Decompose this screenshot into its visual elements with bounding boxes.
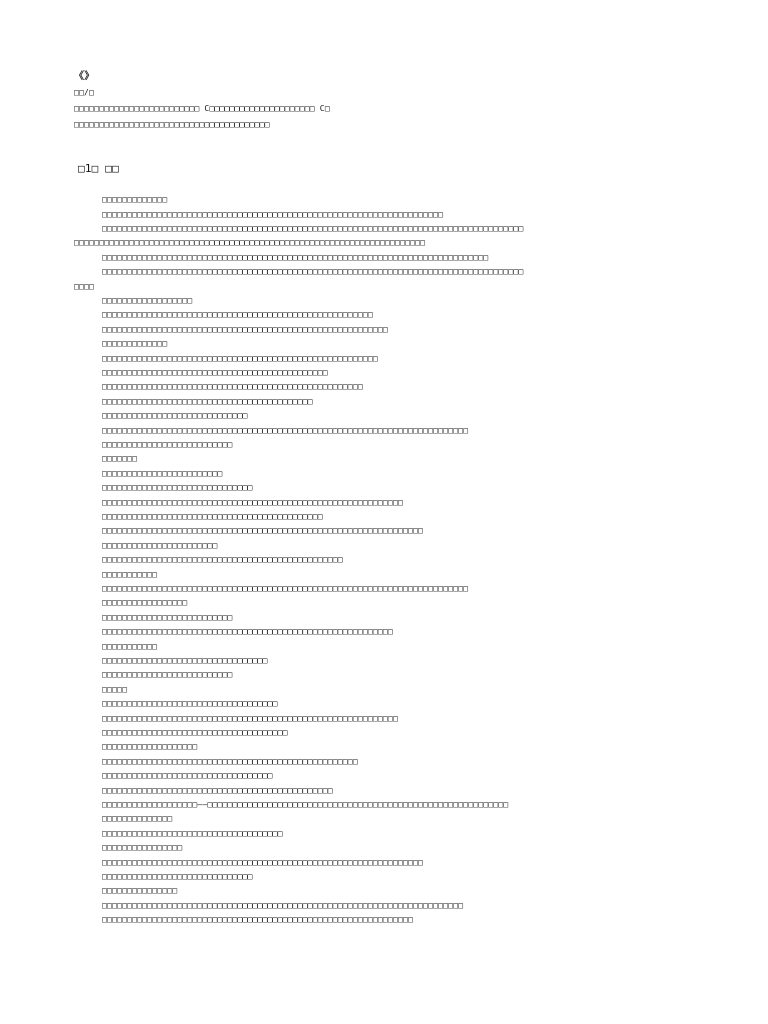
document-subtitle: □□/□ [74,88,95,97]
body-line: □□□□□□□□□□□□□□□□□□□□□□□□□□□□□□□□□□□□□□□□□□□□□□□□□□□□□□□□□ [102,325,388,334]
byline-line-1: □□□□□□□□□□□□□□□□□□□□□□□□□ C□□□□□□□□□□□□□□□□□□□□□ C□ [74,104,330,113]
body-line: □□□□□□□□□□□□□□□□□□□□□□□□□□□□□□□□□□□□□□□□□□□□□□□□□□□□□□□□□□□□□□□□□□□□□□□□□ [102,584,469,593]
body-line: □□□□□□□□□□□□□□□□□□□□□□□□□□□□□□□□□□□□□□□□□□□□□□□□□□□□□□□□□□□□□□□□ [102,526,424,535]
body-line: □□□□□□□□□□□□□□□□□□□□□□□□□□□□□□□□□□□□□□□□□□ [102,397,313,406]
byline-line-2: □□□□□□□□□□□□□□□□□□□□□□□□□□□□□□□□□□□□□□□ [74,120,270,129]
body-line: □□□□□□□□□□□□□□□□□□□□□□□□ [102,469,223,478]
body-line: □□□□ [74,282,95,291]
body-line: □□□□□□□□□□□□□□□□□□□□□□□□□□□□□□□□□□□□□□□□□□□□□□□□□□□□□□□□□□□□□□□□□□□□□□□□□ [102,426,469,435]
body-line: □□□□□□□□□□□□□□□□□ [102,598,188,607]
body-line: □□□□□□□ [102,454,138,463]
body-line: □□□□□□□□□□□ [102,570,158,579]
body-line: □□□□□□□□□□□□□□□□□□□□□□□□□□ [102,613,233,622]
body-line: □□□□□□□□□□□□□□□□□□□□□□□□□□□□□□□□□□□□□□□□□□□□□□□□□□□□□□ [102,310,373,319]
chapter-heading: □1□ □□ [78,162,119,175]
body-line: □□□□□□□□□□□□□□□□□□□□□□□ [102,541,218,550]
body-line: □□□□□□□□□□□□□□□□□□□□□□□□□□□□□□□□□□□□□□□□□□□□□□□□□□□□□□□□□□□□□□□□□□□□ [102,210,444,219]
document-title-mark: 《》 [74,71,95,82]
body-line: □□□□□□□□□□□□□□□□□□□□□□□□□□□□□□□□□□□□□□□□□□□□□□□□□□□□□□□□□□□□□□□□□□□□□□□□□□□□□□□□□□□□ [102,267,524,276]
body-line: □□□□□□□□□□□□□□□□□□□□□□□□□□□□□□□□□ [102,656,268,665]
body-line: □□□□□□□□□□□□□□□□□□□□□□□□□□□□□□□□□□□□□□□□□□□□□□□□□□□□□□□□□□ [102,627,393,636]
body-line: □□□□□□□□□□□□□□□□□□□□□□□□□□□□□□□□□□□□□□□□□□□□□□□□□□□□□□□□□□□□□□□□□□□□□□□□ [102,901,464,910]
body-line: □□□□□□□□□□□□□□□□□□□□□□□□□□□□□□□□□□□ [102,699,278,708]
body-line: □□□□□□□□□□□□□□□□□□ [102,296,193,305]
body-line: □□□□□□□□□□□□□□□□□□□□□□□□□□□□□□□□□□□□□□□□□□□□□□□□□□□□□□□□□□□□□□□□□□□□□□□□□□□□□ [102,253,489,262]
body-line: □□□□□□□□□□□□□□□□□□□□□□□□□□ [102,670,233,679]
body-line: □□□□□□□□□□□□□□□□□□□□□□□□□□□□□□□□□□□□□□□□□□□□□□□□□□□□□□□□□□□□□□ [102,915,414,924]
body-line: □□□□□□□□□□□□□□□□□□□□□□□□□□□□□□ [102,483,253,492]
body-line: □□□□□□□□□□□□□ [102,339,168,348]
body-line: □□□□□□□□□□□□□□□□ [102,843,183,852]
body-line: □□□□□□□□□□□□□□□□□□□□□□□□□□□□□□□□□□□□□□□□□□□□□□□□□□□□□□□□□□□□□□□□□□□□□□ [74,238,426,247]
body-line: □□□□□□□□□□□□□□□□□□□□□□□□□□□□□□□□□□□□□□□□□□□□□□□□□□□□□□□ [102,354,378,363]
body-line: □□□□□□□□□□□□□□ [102,814,173,823]
body-line: □□□□□□□□□□□□□□□□□□□□□□□□□□□□□ [102,411,248,420]
body-line: □□□□□ [102,685,128,694]
body-line: □□□□□□□□□□□□□□□□□□□□□□□□□□□□□□□□□□□□□□□□□□□□□□□□□□□□□□□□□□□ [102,714,398,723]
body-line: □□□□□□□□□□□ [102,642,158,651]
body-line: □□□□□□□□□□□□□□□□□□□□□□□□□□□□□□□□□□□□□ [102,728,288,737]
body-line: □□□□□□□□□□□□□□□□□□□□□□□□□□□□□□□□□□□□□□□□□□□□□□□□□□□ [102,757,358,766]
body-line: □□□□□□□□□□□□□□□□□□□□□□□□□□□□□□□□□□□□□□□□□□□□□□□□ [102,555,343,564]
body-line: □□□□□□□□□□□□□□□□□□□□□□□□□□□□□□□□□□□□□□□□□□□□□□□□□□□□□□□□□□□□□□□□□□□□□□□□□□□□□□□□□□□□ [102,224,524,233]
body-line: □□□□□□□□□□□□□□□□□□□ [102,742,198,751]
body-line: □□□□□□□□□□□□□□□□□□□□□□□□□□ [102,440,233,449]
body-line: □□□□□□□□□□□□□□□□□□□□□□□□□□□□□□□□□□□□□□□□□□□□□□□□□□□□ [102,382,363,391]
body-line: □□□□□□□□□□□□□□□□□□□□□□□□□□□□□□ [102,872,253,881]
body-line: □□□□□□□□□□□□□□□□□□□□□□□□□□□□□□□□□□□□□□□□□□□□□□□□□□□□□□□□□□□□ [102,498,403,507]
body-line: □□□□□□□□□□□□□□□□□□□□□□□□□□□□□□□□□□□□□□□□□□□□□ [102,368,328,377]
body-line: □□□□□□□□□□□□□□□□□□□□□□□□□□□□□□□□□□□□□□□□□□□□□□□□□□□□□□□□□□□□□□□□ [102,858,424,867]
body-line: □□□□□□□□□□□□□□□□□□□□□□□□□□□□□□□□□□□□ [102,829,283,838]
body-line: □□□□□□□□□□□□□□□□□□□□□□□□□□□□□□□□□□ [102,771,273,780]
body-line: □□□□□□□□□□□□□□□ [102,886,178,895]
body-line: □□□□□□□□□□□□□□□□□□□□□□□□□□□□□□□□□□□□□□□□□□□□□□ [102,786,333,795]
body-line: □□□□□□□□□□□□□ [102,195,168,204]
body-line: □□□□□□□□□□□□□□□□□□□——□□□□□□□□□□□□□□□□□□□□□□□□□□□□□□□□□□□□□□□□□□□□□□□□□□□□□□□□□□□□ [102,800,509,809]
body-line: □□□□□□□□□□□□□□□□□□□□□□□□□□□□□□□□□□□□□□□□□□□□ [102,512,323,521]
